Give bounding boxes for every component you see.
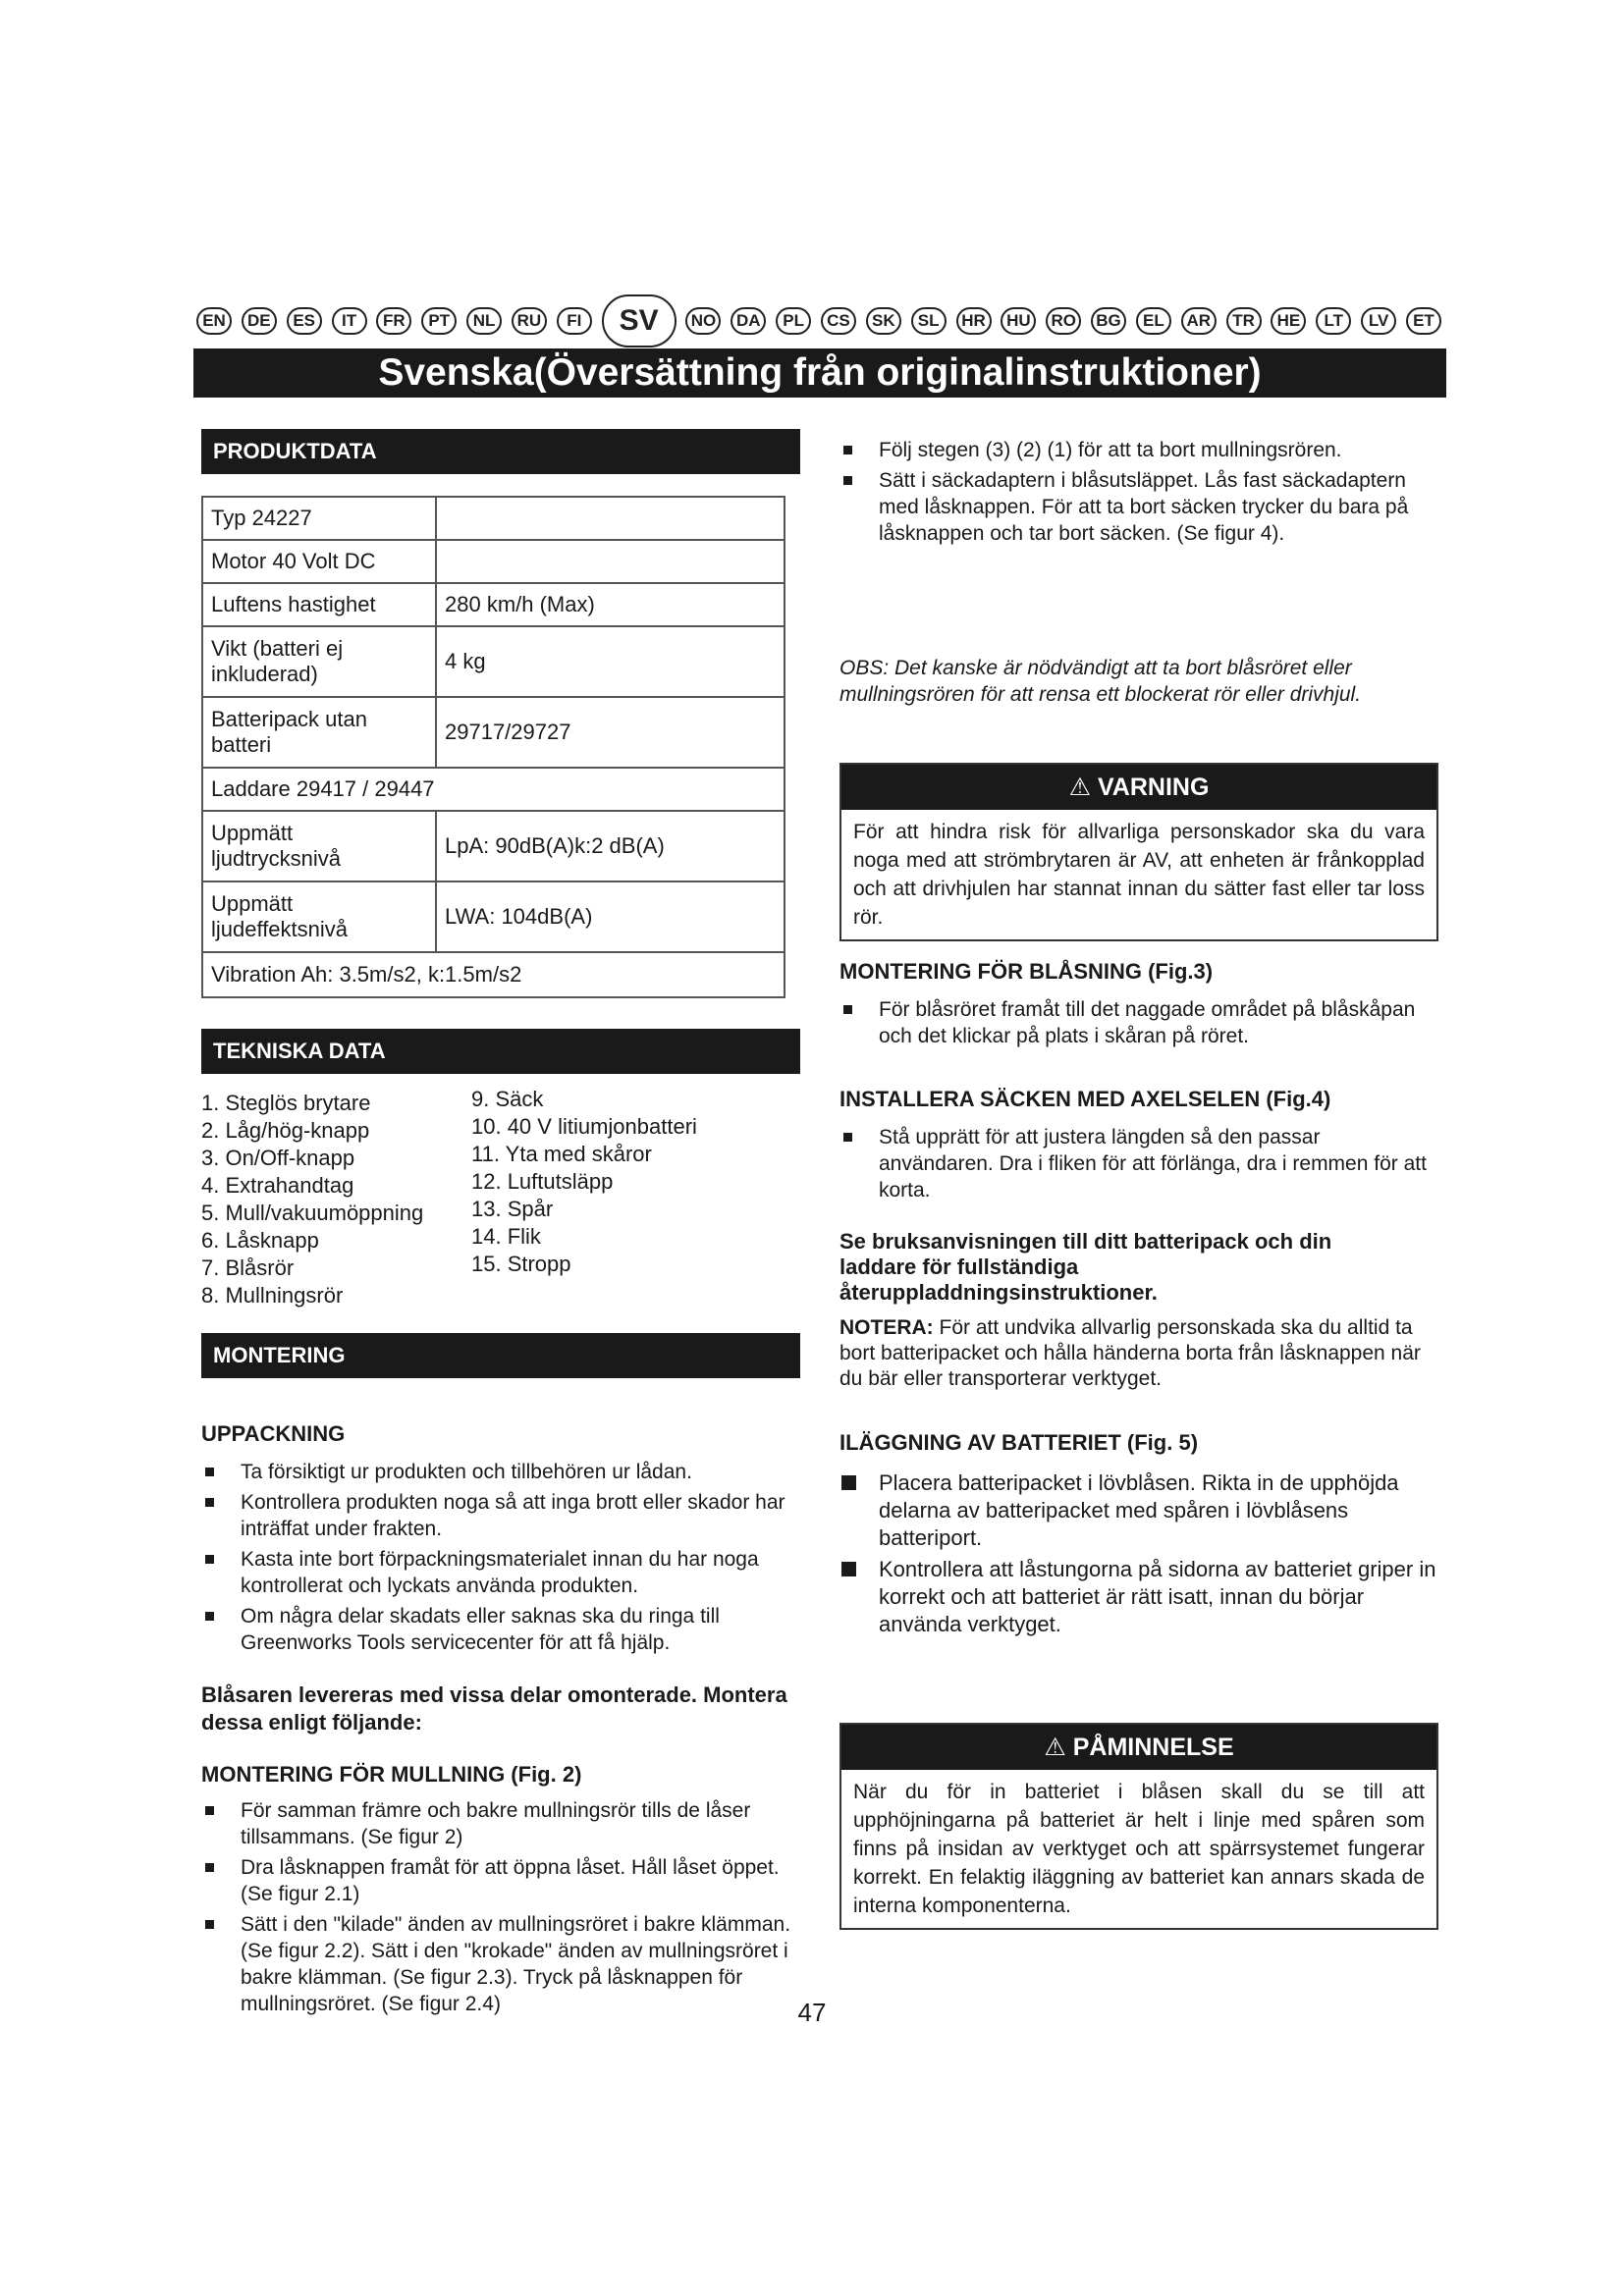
montering-section [201,1421,800,2021]
spec-value: LWA: 104dB(A) [436,881,785,952]
list-item: Sätt i den "kilade" änden av mullningsröret i bakre klämman. (Se figur 2.2). Sätt i den "krokade" änden av mullningsröret i bakre klämman. (Se figur 2.3). Tryck på låsknappen för mullningsröret. (Se figur 2.4) [201,1911,800,2017]
language-sv: SV [602,294,677,347]
laggning-title: ILÄGGNING AV BATTERIET (Fig. 5) [839,1430,1199,1455]
list-item: För samman främre och bakre mullningsrör tills de låser tillsammans. (Se figur 2) [201,1797,800,1850]
list-item: Om några delar skadats eller saknas ska du ringa till Greenworks Tools servicecenter för att få hjälp. [201,1603,800,1656]
parts-item: 6. Låsknapp [201,1228,319,1253]
warning-icon: ⚠ [1068,774,1092,801]
spec-row [202,626,785,697]
mulch-title: MONTERING FÖR MULLNING (Fig. 2) [201,1762,582,1787]
spec-table [201,496,785,998]
mulch-list-continued [839,437,1438,547]
language-lv: LV [1361,307,1396,335]
battery-reference: Se bruksanvisningen till ditt batteripack och din laddare för fullständiga återuppladdningsinstruktioner. [839,1229,1332,1305]
list-item: För blåsröret framåt till det naggade området på blåskåpan och det klickar på plats i skåran på röret. [839,996,1438,1049]
spec-value: 4 kg [436,626,785,697]
paminnelse-box [839,1723,1438,1930]
spec-row [202,811,785,881]
language-bg: BG [1091,307,1126,335]
language-et: ET [1406,307,1441,335]
paminnelse-text: När du för in batteriet i blåsen skall du se till att upphöjningarna på batteriet är helt i linje med spåren som finns på insidan av verktyget och att spärrsystemet fungerar korrekt. En felaktig iläggning av batteriet kan annars skada de interna komponenterna. [853,1781,1425,1917]
spec-key: Luftens hastighet [202,583,436,626]
language-ro: RO [1046,307,1081,335]
language-sl: SL [911,307,947,335]
spec-value: 280 km/h (Max) [436,583,785,626]
spec-row [202,697,785,768]
language-es: ES [287,307,322,335]
parts-list [201,1086,790,1309]
language-tr: TR [1226,307,1262,335]
language-pl: PL [776,307,811,335]
notera-note: NOTERA: För att undvika allvarlig personskada ska du alltid ta bort batteripacket och hålla händerna borta från låsknappen när du bär eller transporterar verktyget. [839,1316,1421,1390]
spec-value [436,540,785,583]
parts-item: 13. Spår [471,1197,554,1221]
sacken-title: INSTALLERA SÄCKEN MED AXELSELEN (Fig.4) [839,1087,1331,1111]
laggning-section [839,1430,1438,1642]
spec-row [202,540,785,583]
language-da: DA [731,307,766,335]
sacken-section [839,1087,1438,1207]
language-hr: HR [956,307,992,335]
blasning-list [839,996,1438,1049]
produktdata-heading: PRODUKTDATA [201,429,800,474]
mulch-continuation [839,437,1438,551]
language-it: IT [332,307,367,335]
obs-note: OBS: Det kanske är nödvändigt att ta bort blåsröret eller mullningsrören för att rensa ett blockerat rör eller drivhjul. [839,657,1362,706]
language-he: HE [1271,307,1306,335]
spec-key: Uppmätt ljudtrycksnivå [202,811,436,881]
preassembled-note: Blåsaren levereras med vissa delar omonterade. Montera dessa enligt följande: [201,1682,787,1735]
spec-value: LpA: 90dB(A)k:2 dB(A) [436,811,785,881]
parts-item: 2. Låg/hög-knapp [201,1118,370,1143]
language-selector [196,293,1441,349]
parts-item: 3. On/Off-knapp [201,1146,355,1170]
page-number: 47 [797,1998,827,2027]
language-fi: FI [557,307,592,335]
list-item: Kontrollera produkten noga så att inga brott eller skador har inträffat under frakten. [201,1489,800,1542]
spec-key: Vibration Ah: 3.5m/s2, k:1.5m/s2 [202,952,785,997]
spec-row [202,881,785,952]
language-lt: LT [1316,307,1351,335]
spec-row [202,497,785,540]
spec-key: Vikt (batteri ej inkluderad) [202,626,436,697]
language-el: EL [1136,307,1171,335]
list-item: Sätt i säckadaptern i blåsutsläppet. Lås fast säckadaptern med låsknappen. För att ta bort säcken trycker du bara på låsknappen och tar bort säcken. (Se figur 4). [839,467,1438,547]
language-pt: PT [421,307,457,335]
montering-heading: MONTERING [201,1333,800,1378]
uppackning-list [201,1459,800,1656]
list-item: Kasta inte bort förpackningsmaterialet innan du har noga kontrollerat och lyckats använda produkten. [201,1546,800,1599]
parts-item: 15. Stropp [471,1252,571,1276]
parts-item: 12. Luftutsläpp [471,1169,614,1194]
tekniska-heading: TEKNISKA DATA [201,1029,800,1074]
list-item: Dra låsknappen framåt för att öppna låset. Håll låset öppet. (Se figur 2.1) [201,1854,800,1907]
language-ar: AR [1181,307,1217,335]
spec-value [436,497,785,540]
parts-item: 8. Mullningsrör [201,1283,344,1308]
varning-text: För att hindra risk för allvarliga personskador ska du vara noga med att strömbrytaren är AV, att enheten är frånkopplad och att drivhjulen har stannat innan du sätter fast eller tar loss rör. [853,821,1425,929]
page-title: Svenska(Översättning från originalinstruktioner) [193,348,1446,398]
laggning-list [839,1469,1438,1638]
language-en: EN [196,307,232,335]
parts-item: 7. Blåsrör [201,1255,295,1280]
spec-row [202,768,785,811]
spec-key: Batteripack utan batteri [202,697,436,768]
spec-key: Typ 24227 [202,497,436,540]
language-no: NO [685,307,721,335]
list-item: Stå upprätt för att justera längden så den passar användaren. Dra i fliken för att förlänga, dra i remmen för att korta. [839,1124,1438,1203]
spec-value: 29717/29727 [436,697,785,768]
sacken-list [839,1124,1438,1203]
warning-icon: ⚠ [1044,1734,1066,1761]
language-ru: RU [512,307,547,335]
spec-row [202,583,785,626]
parts-item: 11. Yta med skåror [471,1142,652,1166]
language-de: DE [242,307,277,335]
parts-item: 10. 40 V litiumjonbatteri [471,1114,697,1139]
language-sk: SK [866,307,901,335]
list-item: Placera batteripacket i lövblåsen. Rikta in de upphöjda delarna av batteripacket med spåren i lövblåsens batteriport. [839,1469,1438,1552]
parts-item: 4. Extrahandtag [201,1173,354,1198]
parts-item: 9. Säck [471,1087,544,1111]
spec-key: Uppmätt ljudeffektsnivå [202,881,436,952]
parts-item: 14. Flik [471,1224,541,1249]
spec-key: Laddare 29417 / 29447 [202,768,785,811]
list-item: Kontrollera att låstungorna på sidorna av batteriet griper in korrekt och att batteriet är rätt isatt, innan du börjar använda verktyget. [839,1556,1438,1638]
list-item: Följ stegen (3) (2) (1) för att ta bort mullningsrören. [839,437,1438,463]
language-fr: FR [376,307,411,335]
blasning-section [839,959,1438,1053]
language-nl: NL [466,307,502,335]
varning-box [839,763,1438,941]
mulch-list [201,1797,800,2017]
language-hu: HU [1001,307,1036,335]
paminnelse-header: ⚠ PÅMINNELSE [841,1725,1436,1770]
list-item: Ta försiktigt ur produkten och tillbehören ur lådan. [201,1459,800,1485]
language-cs: CS [821,307,856,335]
parts-item: 5. Mull/vakuumöppning [201,1201,424,1225]
spec-key: Motor 40 Volt DC [202,540,436,583]
uppackning-title: UPPACKNING [201,1421,346,1446]
varning-header: ⚠ VARNING [841,765,1436,810]
parts-item: 1. Steglös brytare [201,1091,371,1115]
blasning-title: MONTERING FÖR BLÅSNING (Fig.3) [839,959,1214,984]
spec-row [202,952,785,997]
